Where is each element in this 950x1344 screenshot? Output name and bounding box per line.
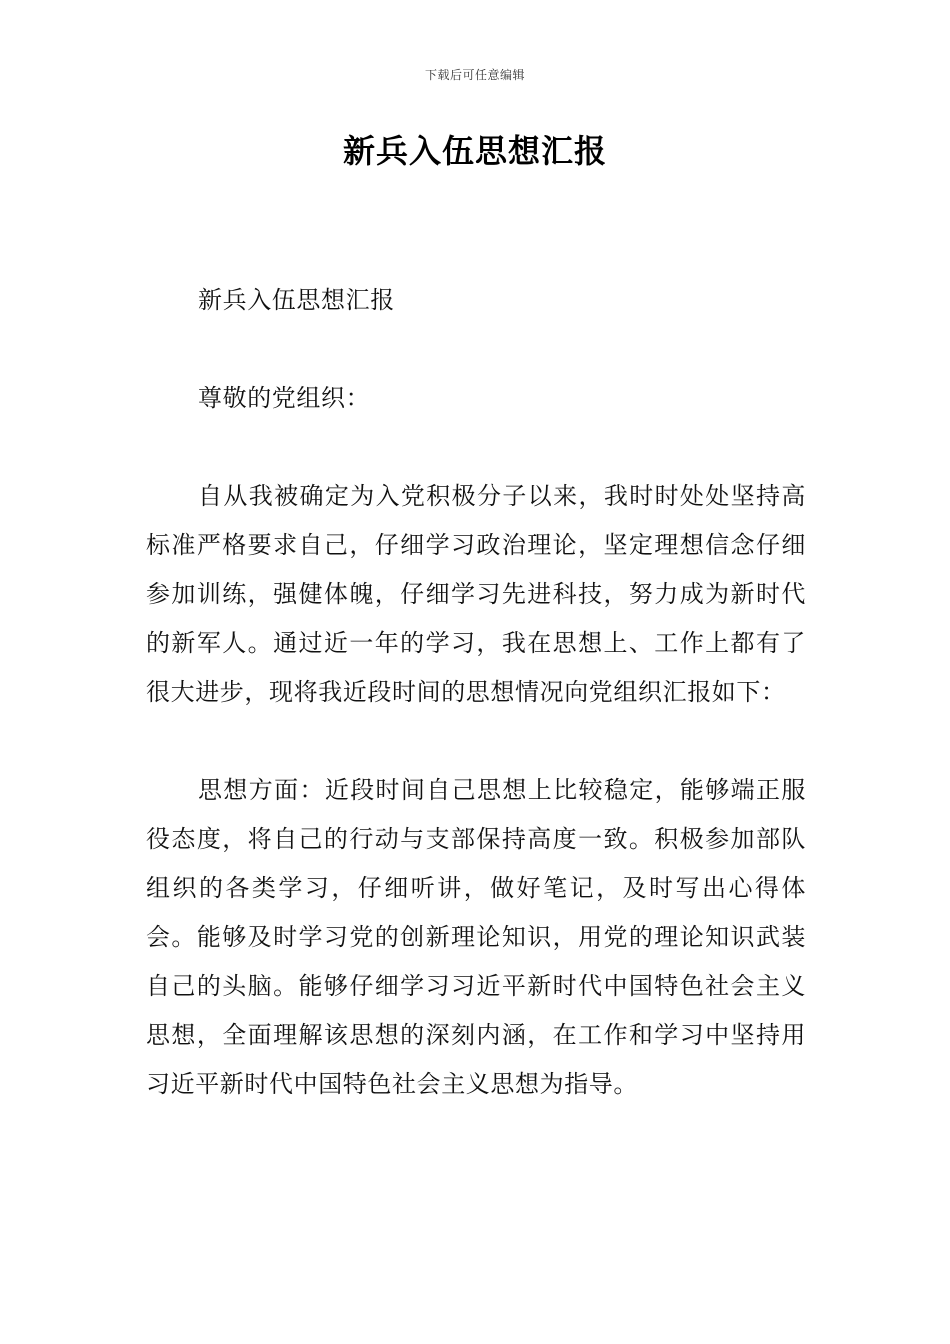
paragraph-introduction: 自从我被确定为入党积极分子以来，我时时处处坚持高标准严格要求自己，仔细学习政治理论，坚定理想信念仔细参加训练，强健体魄，仔细学习先进科技，努力成为新时代的新军人。通过近一年的学习，我在思想上、工作上都有了很大进步，现将我近段时间的思想情况向党组织汇报如下： bbox=[146, 482, 806, 706]
document-title: 新兵入伍思想汇报 bbox=[342, 132, 607, 170]
header-note: 下载后可任意编辑 bbox=[424, 68, 525, 82]
paragraph-subtitle: 新兵入伍思想汇报 bbox=[198, 286, 395, 314]
paragraph-salutation: 尊敬的党组织： bbox=[198, 384, 371, 412]
paragraph-ideology: 思想方面：近段时间自己思想上比较稳定，能够端正服役态度，将自己的行动与支部保持高度一致。积极参加部队组织的各类学习，仔细听讲，做好笔记，及时写出心得体会。能够及时学习党的创新理论知识，用党的理论知识武装自己的头脑。能够仔细学习习近平新时代中国特色社会主义思想，全面理解该思想的深刻内涵，在工作和学习中坚持用习近平新时代中国特色社会主义思想为指导。 bbox=[146, 776, 806, 1098]
document-body bbox=[146, 276, 806, 1109]
